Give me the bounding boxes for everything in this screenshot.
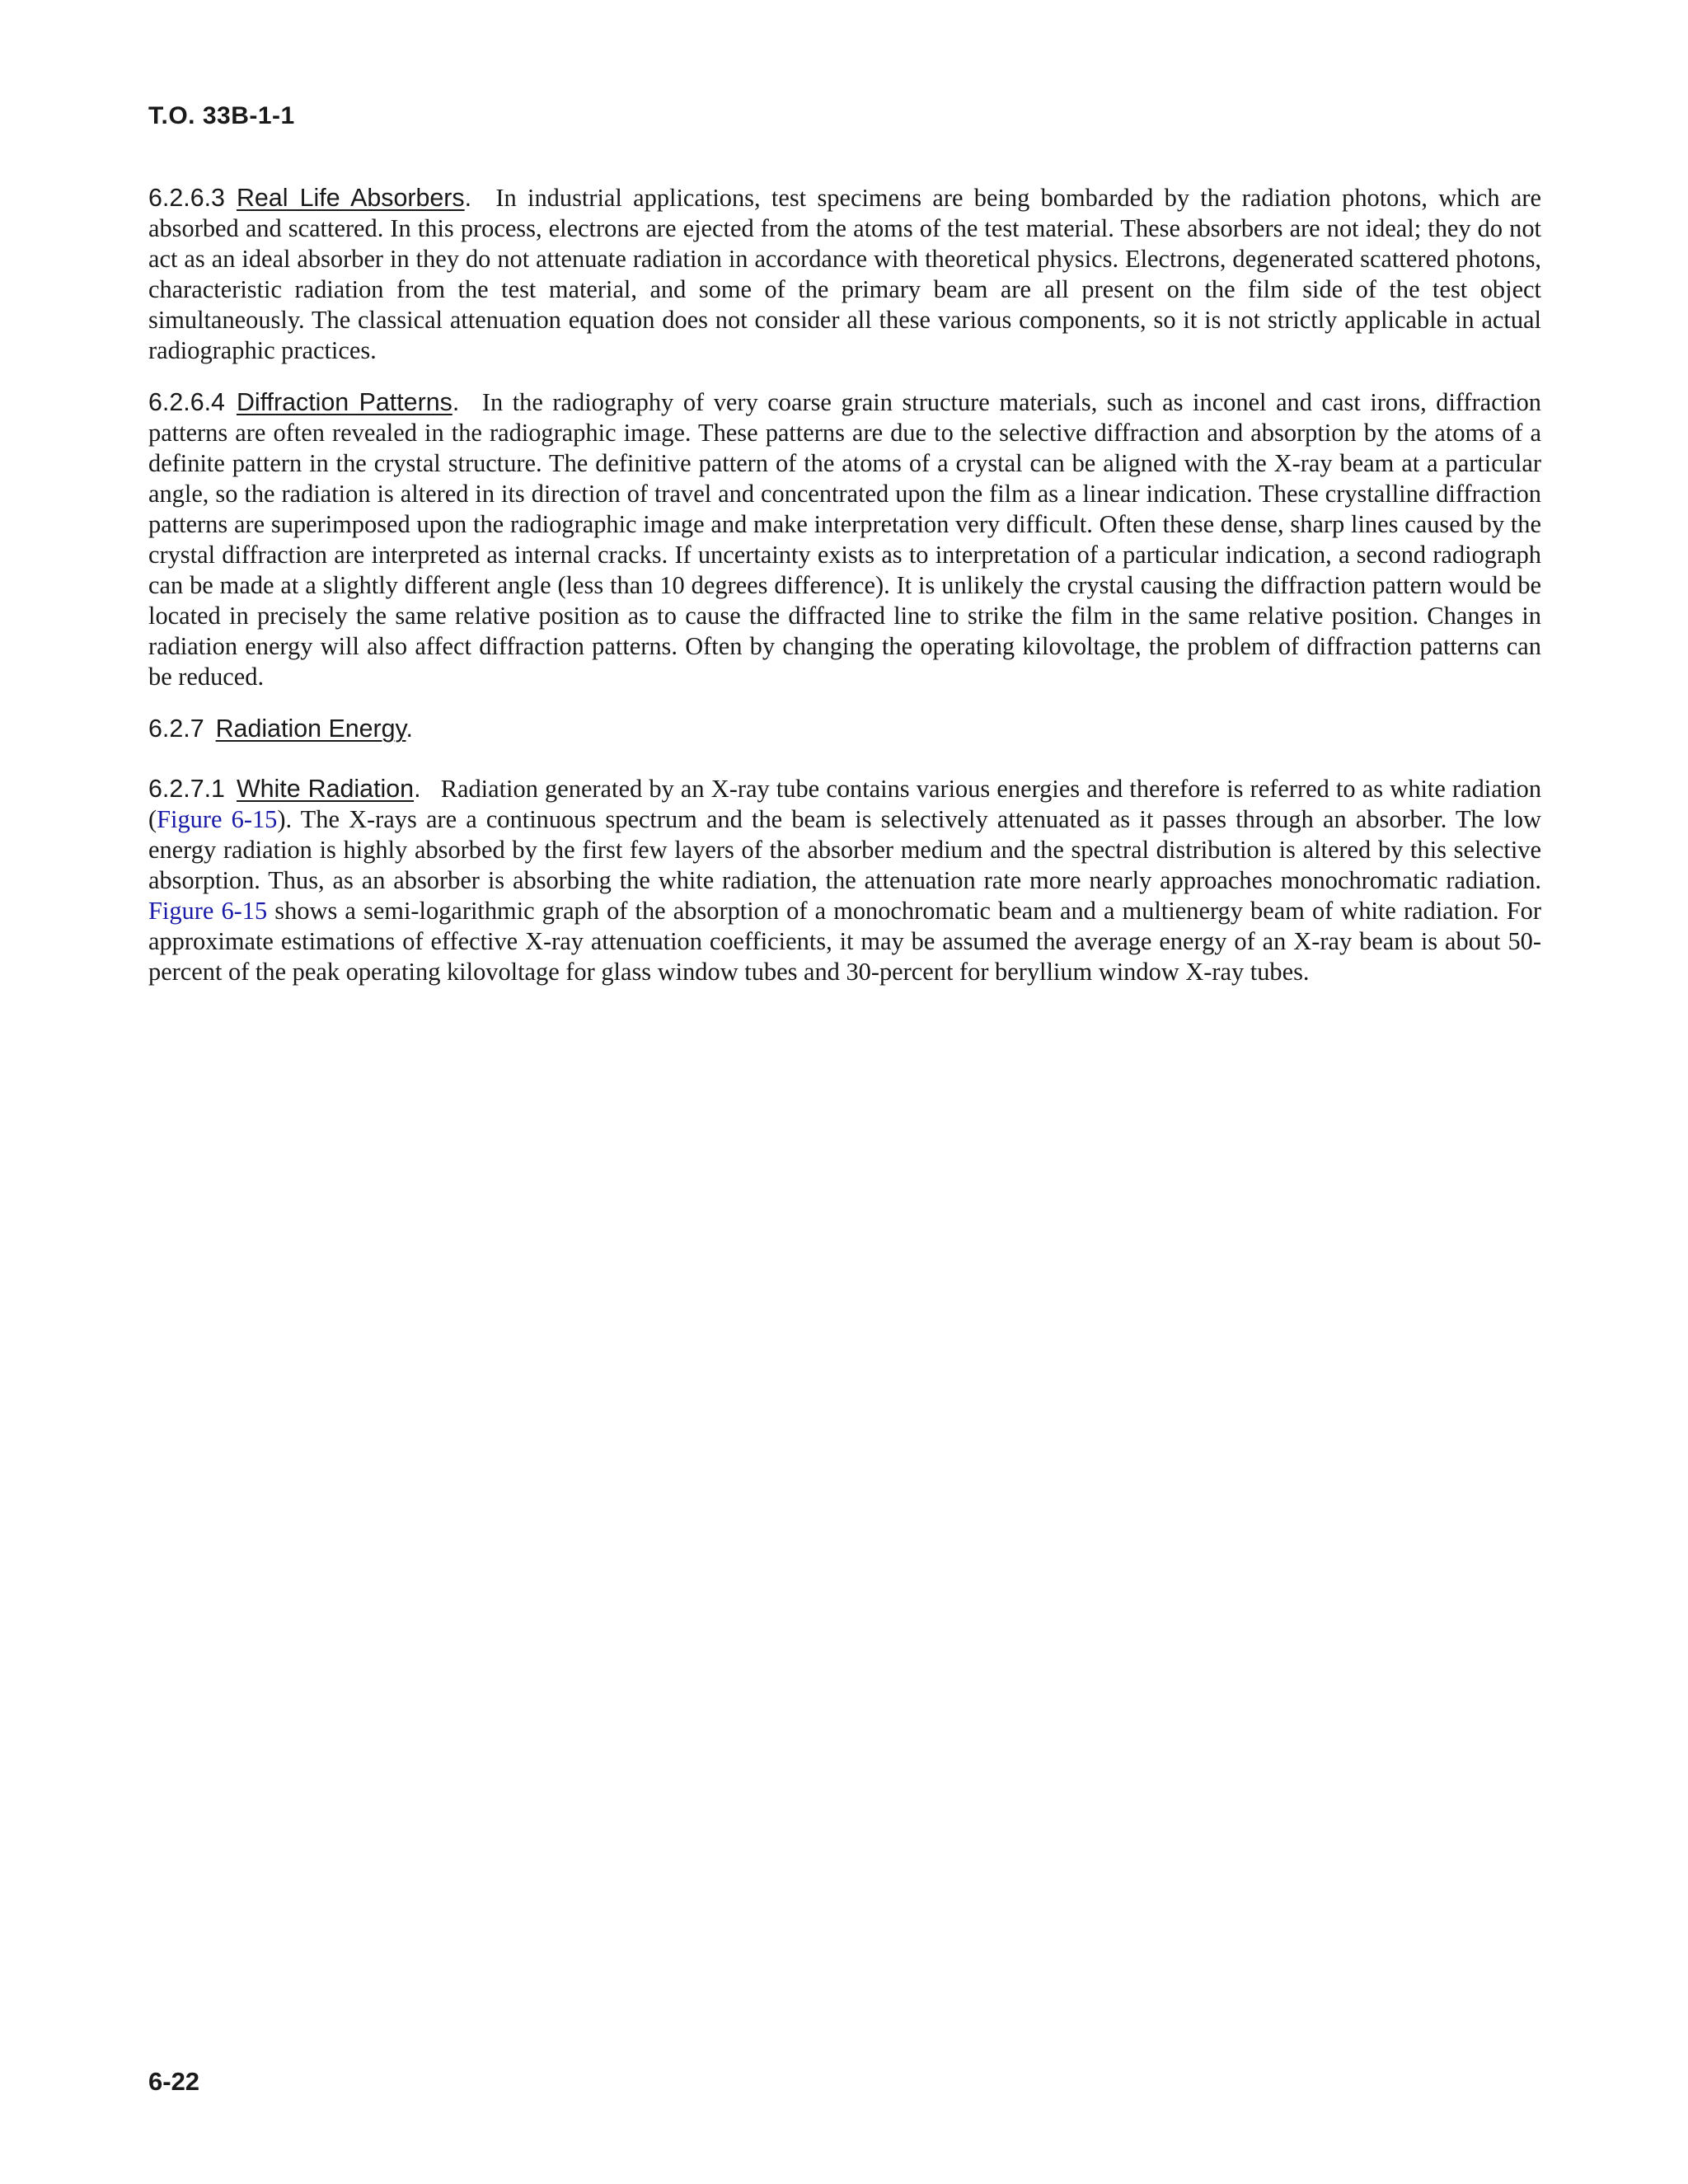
heading-radiation-energy [148,714,1541,744]
section-period: . [414,775,421,803]
paragraph-white-radiation [148,774,1541,987]
paragraph-real-life-absorbers [148,183,1541,366]
figure-link-6-15[interactable]: Figure 6-15 [157,805,278,833]
section-period: . [464,184,472,212]
section-title: White Radiation [236,775,415,803]
page-content [148,183,1541,1009]
section-title: Radiation Energy [215,715,406,743]
section-title: Real Life Absorbers [236,184,465,212]
paragraph-body-part-1: Radiation generated by an X-ray tube contains various energies and therefore is referred to as white radiation ( [148,775,1542,833]
section-period: . [406,715,413,743]
document-id: T.O. 33B-1-1 [148,102,295,129]
paragraph-body-part-3: shows a semi-logarithmic graph of the absorption of a monochromatic beam and a multienergy beam of white radiation. For approximate estimations of effective X-ray attenuation coefficients, it may be assumed the average energy of an X-ray beam is about 50-percent of the peak operating kilovoltage for glass window tubes and 30-percent for beryllium window X-ray tubes. [148,897,1541,986]
section-number: 6.2.7 [148,715,204,743]
paragraph-body: In industrial applications, test specimens are being bombarded by the radiation photons, which are absorbed and scattered. In this process, electrons are ejected from the atoms of the test material. These absorbers are not ideal; they do not act as an ideal absorber in they do not attenuate radiation in accordance with theoretical physics. Electrons, degenerated scattered photons, characteristic radiation from the test material, and some of the primary beam are all present on the film side of the test object simultaneously. The classical attenuation equation does not consider all these various components, so it is not strictly applicable in actual radiographic practices. [148,184,1541,364]
section-number: 6.2.6.4 [148,388,225,416]
section-number: 6.2.7.1 [148,775,225,803]
section-title: Diffraction Patterns [236,388,452,416]
paragraph-body-part-2: ). The X-rays are a continuous spectrum and the beam is selectively attenuated as it passes through an absorber. The low energy radiation is highly absorbed by the first few layers of the absorber medium and the spectral distribution is altered by this selective absorption. Thus, as an absorber is absorbing the white radiation, the attenuation rate more nearly approaches monochromatic radiation. [148,805,1541,894]
paragraph-diffraction-patterns [148,387,1541,692]
section-number: 6.2.6.3 [148,184,225,212]
figure-link-6-15-second[interactable]: Figure 6-15 [148,897,268,925]
paragraph-body: In the radiography of very coarse grain structure materials, such as inconel and cast irons, diffraction patterns are often revealed in the radiographic image. These patterns are due to the selective diffraction and absorption by the atoms of a definite pattern in the crystal structure. The definitive pattern of the atoms of a crystal can be aligned with the X-ray beam at a particular angle, so the radiation is altered in its direction of travel and concentrated upon the film as a linear indication. These crystalline diffraction patterns are superimposed upon the radiographic image and make interpretation very difficult. Often these dense, sharp lines caused by the crystal diffraction are interpreted as internal cracks. If uncertainty exists as to interpretation of a particular indication, a second radiograph can be made at a slightly different angle (less than 10 degrees difference). It is unlikely the crystal causing the diffraction pattern would be located in precisely the same relative position as to cause the diffracted line to strike the film in the same relative position. Changes in radiation energy will also affect diffraction patterns. Often by changing the operating kilovoltage, the problem of diffraction patterns can be reduced. [148,388,1541,691]
section-period: . [452,388,460,416]
page-number: 6-22 [148,2067,200,2096]
